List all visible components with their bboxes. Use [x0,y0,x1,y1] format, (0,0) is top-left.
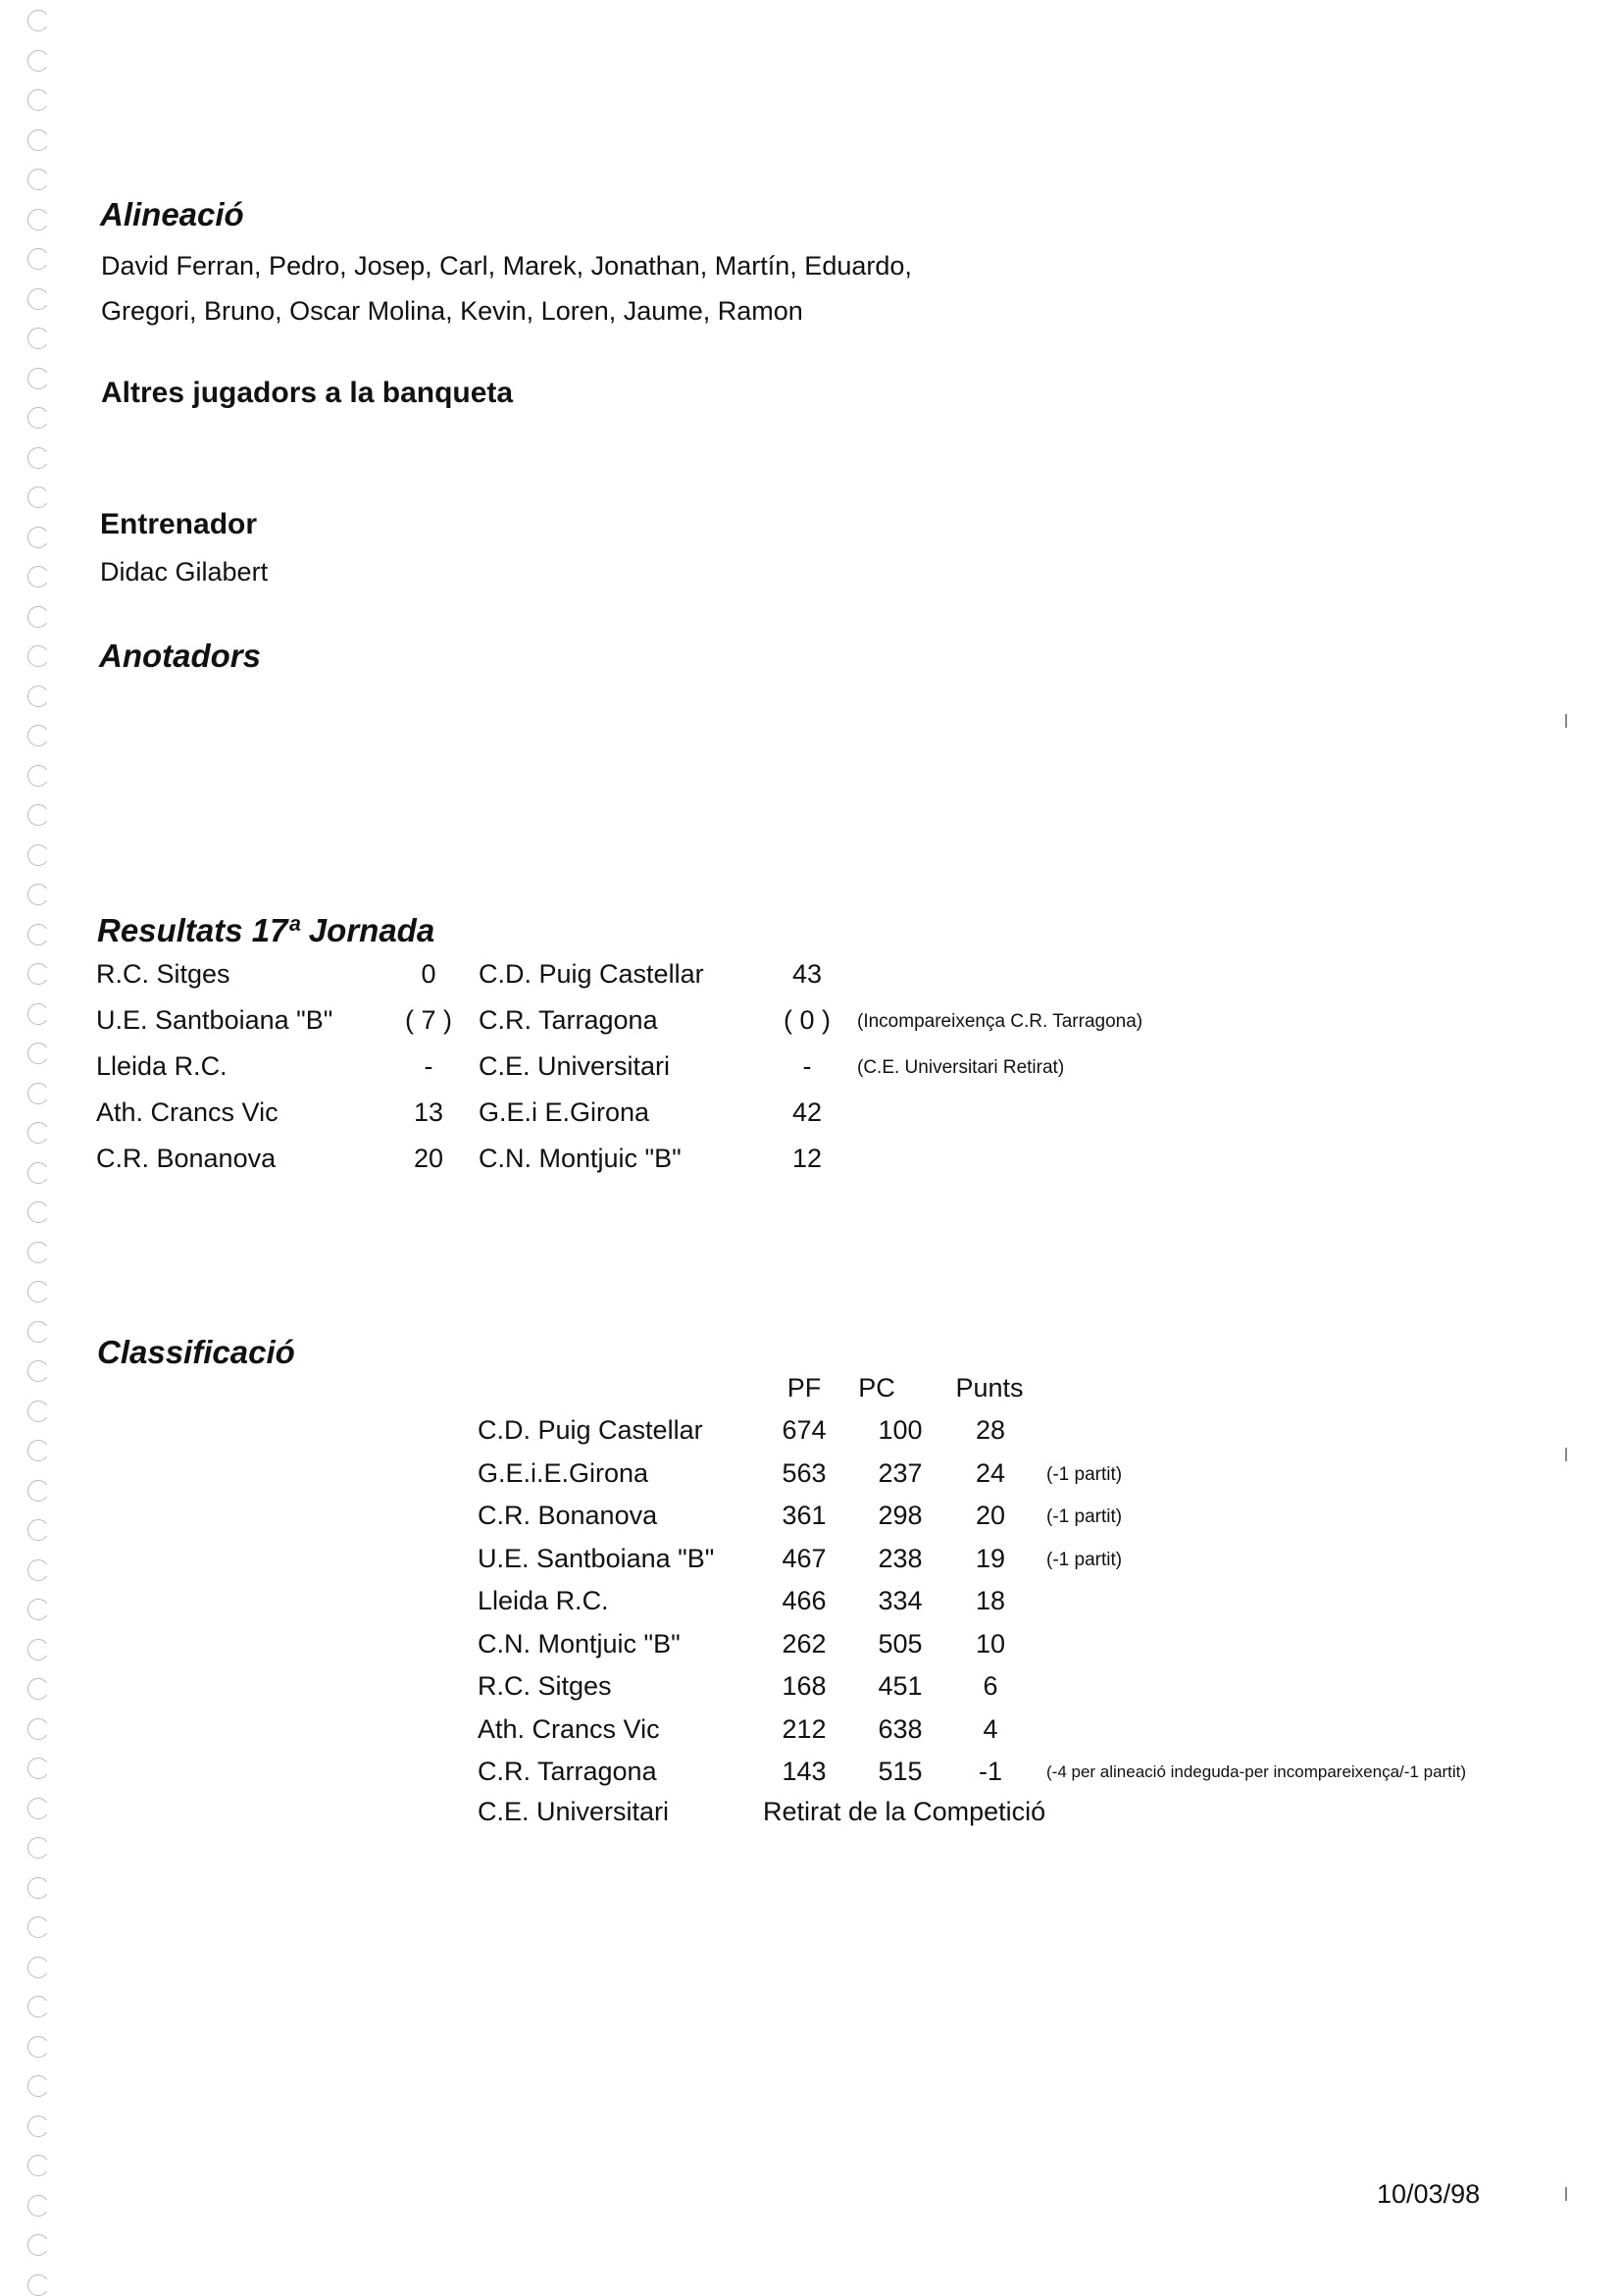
alineacio-heading: Alineació [100,196,244,232]
standings-pc: 451 [878,1671,923,1701]
standings-punts: 19 [975,1543,1006,1573]
result-away-score: 43 [791,959,823,989]
standings-team: G.E.i.E.Girona [478,1457,649,1488]
standings-team: Lleida R.C. [478,1586,609,1615]
standings-pf: 262 [782,1628,827,1658]
result-away-team: C.D. Puig Castellar [479,959,704,989]
standings-punts: 24 [975,1457,1006,1488]
header-pf: PF [786,1373,822,1403]
standings-punts: 4 [983,1713,998,1744]
result-home-score: 13 [413,1097,444,1127]
standings-team: C.R. Tarragona [478,1757,657,1786]
binder-hole [27,1639,49,1660]
entrenador-name: Didac Gilabert [100,557,269,587]
result-note: (C.E. Universitari Retirat) [857,1057,1065,1078]
binder-hole [27,2274,49,2296]
binder-hole [27,1401,49,1422]
binder-hole [27,129,49,151]
standings-punts: 18 [975,1586,1006,1615]
binder-hole [27,2155,49,2176]
binder-hole [27,527,49,548]
standings-punts: 10 [975,1628,1006,1658]
binder-hole [27,844,49,866]
standings-note: (-1 partit) [1046,1463,1123,1485]
binder-hole [27,804,49,826]
result-home-team: R.C. Sitges [96,959,230,989]
binder-hole [27,1519,49,1541]
standings-pf: 466 [782,1586,827,1615]
result-home-team: C.R. Bonanova [96,1144,277,1173]
standings-team: C.R. Bonanova [478,1501,658,1530]
result-home-team: U.E. Santboiana "B" [96,1005,333,1035]
binder-hole [27,1599,49,1620]
binder-hole [27,1877,49,1899]
binder-hole [27,1083,49,1104]
standings-pc: 638 [878,1713,923,1744]
standings-pc: 237 [878,1457,923,1488]
binder-hole [27,2116,49,2137]
result-note: (Incompareixença C.R. Tarragona) [857,1011,1143,1032]
binder-hole [27,1242,49,1263]
result-away-score: 42 [791,1097,823,1127]
header-punts: Punts [955,1373,1024,1403]
binder-hole [27,89,49,111]
standings-team: R.C. Sitges [478,1671,612,1701]
result-away-score: - [802,1051,812,1081]
binder-hole [27,1678,49,1700]
binder-hole [27,2195,49,2217]
scan-mark [1565,714,1567,728]
classificacio-heading: Classificació [97,1334,295,1370]
result-away-score: 12 [791,1144,823,1173]
result-home-team: Lleida R.C. [96,1051,228,1081]
binder-hole [27,963,49,985]
standings-punts: 6 [983,1671,998,1701]
binder-hole [27,645,49,667]
standings-note: (-1 partit) [1046,1506,1123,1527]
binder-hole [27,209,49,230]
binder-hole [27,1281,49,1302]
binder-hole [27,1360,49,1382]
standings-pf: 674 [782,1415,827,1445]
binder-hole [27,1957,49,1978]
binder-hole [27,566,49,587]
standings-team: C.D. Puig Castellar [478,1415,703,1445]
retired-team: C.E. Universitari [478,1797,670,1826]
result-home-team: Ath. Crancs Vic [96,1097,279,1127]
result-away-team: C.E. Universitari [479,1051,671,1081]
alineacio-line-1: David Ferran, Pedro, Josep, Carl, Marek, Jonathan, Martín, Eduardo, [101,251,912,281]
binder-hole [27,765,49,787]
result-away-team: C.R. Tarragona [479,1005,658,1035]
binder-hole [27,1837,49,1859]
standings-pc: 505 [878,1628,923,1658]
binder-hole [27,288,49,310]
binder-hole [27,1003,49,1025]
binder-hole [27,486,49,508]
binder-hole [27,1321,49,1343]
standings-pf: 168 [782,1671,827,1701]
retired-text: Retirat de la Competició [763,1797,1046,1826]
binder-hole [27,10,49,31]
header-pc: PC [858,1373,895,1403]
result-home-score: - [424,1051,433,1081]
standings-pf: 467 [782,1543,827,1573]
binder-hole [27,1122,49,1144]
binder-hole [27,1440,49,1461]
binder-hole [27,368,49,389]
binder-hole [27,884,49,905]
binder-holes [22,0,61,2295]
standings-punts: 28 [975,1415,1006,1445]
binder-hole [27,1201,49,1223]
result-away-team: C.N. Montjuic "B" [479,1144,682,1173]
binder-hole [27,248,49,270]
binder-hole [27,2036,49,2058]
binder-hole [27,1162,49,1184]
binder-hole [27,1718,49,1740]
result-away-score: ( 0 ) [783,1005,831,1035]
binder-hole [27,2234,49,2256]
binder-hole [27,606,49,628]
anotadors-heading: Anotadors [99,638,261,674]
binder-hole [27,1043,49,1064]
standings-pf: 563 [782,1457,827,1488]
binder-hole [27,1996,49,2017]
standings-note: (-4 per alineació indeguda-per incompareixença/-1 partit) [1046,1762,1467,1781]
result-home-score: 0 [421,959,436,989]
standings-punts: 20 [975,1501,1006,1530]
binder-hole [27,407,49,429]
resultats-heading: Resultats 17ª Jornada [97,912,435,948]
binder-hole [27,328,49,349]
banqueta-heading: Altres jugadors a la banqueta [101,377,514,409]
result-home-score: 20 [413,1144,444,1173]
binder-hole [27,169,49,190]
standings-punts: -1 [978,1757,1002,1786]
scan-mark [1565,2187,1567,2201]
result-home-score: ( 7 ) [404,1005,452,1035]
standings-team: Ath. Crancs Vic [478,1713,660,1744]
alineacio-line-2: Gregori, Bruno, Oscar Molina, Kevin, Loren, Jaume, Ramon [101,296,803,326]
footer-date: 10/03/98 [1377,2179,1481,2209]
standings-team: C.N. Montjuic "B" [478,1628,681,1658]
standings-team: U.E. Santboiana "B" [478,1543,715,1573]
standings-note: (-1 partit) [1046,1549,1123,1570]
binder-hole [27,2075,49,2097]
standings-pf: 212 [782,1713,827,1744]
binder-hole [27,1480,49,1502]
binder-hole [27,50,49,72]
binder-hole [27,1758,49,1779]
binder-hole [27,1916,49,1938]
binder-hole [27,725,49,746]
standings-pc: 100 [878,1415,923,1445]
standings-pc: 298 [878,1501,923,1530]
binder-hole [27,924,49,945]
binder-hole [27,447,49,469]
binder-hole [27,1559,49,1581]
standings-pc: 238 [878,1543,923,1573]
scan-mark [1565,1448,1567,1461]
binder-hole [27,686,49,707]
standings-pf: 361 [782,1501,827,1530]
entrenador-heading: Entrenador [100,508,258,540]
standings-pf: 143 [782,1757,827,1786]
standings-pc: 334 [878,1586,923,1615]
result-away-team: G.E.i E.Girona [479,1097,650,1127]
standings-pc: 515 [878,1757,923,1786]
binder-hole [27,1798,49,1819]
